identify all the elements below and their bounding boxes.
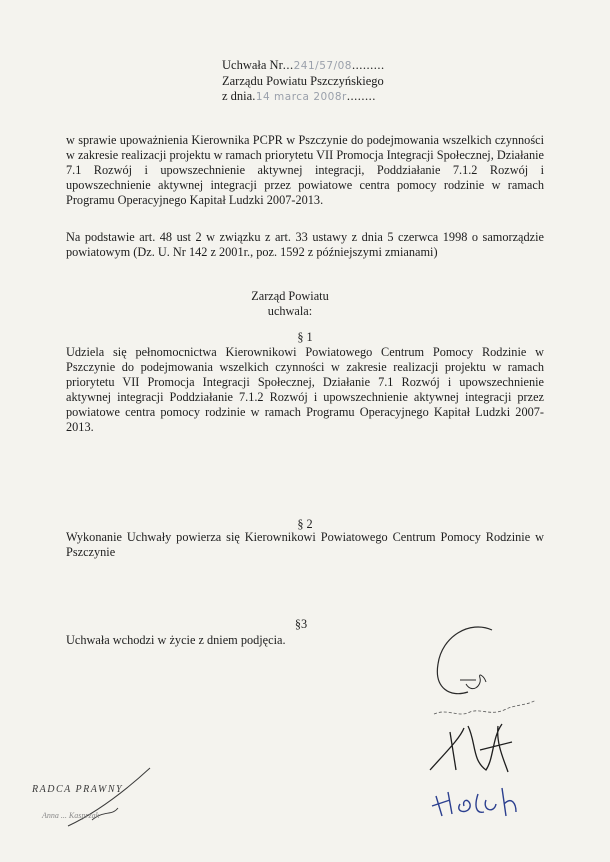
date-label: z dnia [222, 89, 253, 103]
resolution-date: 14 marca 2008r [255, 91, 347, 103]
legal-basis: Na podstawie art. 48 ust 2 w związku z art. 33 ustawy z dnia 5 czerwca 1998 o samorządzie powiatowym (Dz. U. Nr 142 z 2001r., poz. 1592 z późniejszymi zmianami) [66, 230, 544, 259]
resolution-number-trailing-dots: ......... [351, 58, 385, 72]
handwritten-name [432, 788, 516, 816]
issuing-body: Zarządu Powiatu Pszczyńskiego [222, 74, 384, 88]
resolution-dots: ... [282, 58, 294, 72]
resolution-number-line [222, 58, 385, 74]
section-2-number: § 2 [297, 517, 313, 531]
stamp-name: Anna ... Kasprzak [42, 811, 100, 820]
board-decides: uchwala: [267, 304, 313, 318]
section-3-text: Uchwała wchodzi w życie z dniem podjęcia. [66, 633, 286, 647]
date-trailing-dots: ........ [346, 89, 376, 103]
section-2-text: Wykonanie Uchwały powierza się Kierownikowi Powiatowego Centrum Pomocy Rodzinie w Pszczynie [66, 530, 544, 559]
section-1-number: § 1 [297, 330, 313, 344]
resolution-header [222, 58, 385, 105]
board-heading [0, 289, 580, 319]
board-signatures [420, 620, 570, 820]
resolution-subject: w sprawie upoważnienia Kierownika PCPR w Pszczynie do podejmowania wszelkich czynności w zakresie realizacji projektu w ramach priorytetu VII Promocja Integracji Społecznej, Działanie 7.1 Rozwój i upowszechnienie aktywnej integracji, Poddziałanie 7.1.2 Rozwój i upowszechnienie aktywnej integracji przez powiatowe centra pomocy rodzinie w ramach Programu Operacyjnego Kapitał Ludzki 2007-2013. [66, 133, 544, 207]
resolution-number: 241/57/08 [293, 60, 352, 72]
board-name: Zarząd Powiatu [251, 289, 329, 303]
stamp-title: RADCA PRAWNY [32, 784, 124, 795]
section-1-text: Udziela się pełnomocnictwa Kierownikowi Powiatowego Centrum Pomocy Rodzinie w Pszczynie do podejmowania wszelkich czynności w zakresie realizacji projektu w ramach priorytetu VII Promocja Integracji Społecznej, Działanie 7.1 Rozwój i upowszechnienie aktywnej integracji Poddziałanie 7.1.2 Rozwój i upowszechnienie aktywnej integracji przez powiatowe centra pomocy rodzinie w ramach Programu Operacyjnego Kapitał Ludzki 2007-2013. [66, 345, 544, 434]
legal-counsel-stamp [28, 760, 178, 840]
resolution-label: Uchwała Nr [222, 58, 283, 72]
section-3-number: §3 [294, 617, 308, 631]
resolution-date-line [222, 89, 385, 105]
date-dots: . [252, 89, 256, 103]
